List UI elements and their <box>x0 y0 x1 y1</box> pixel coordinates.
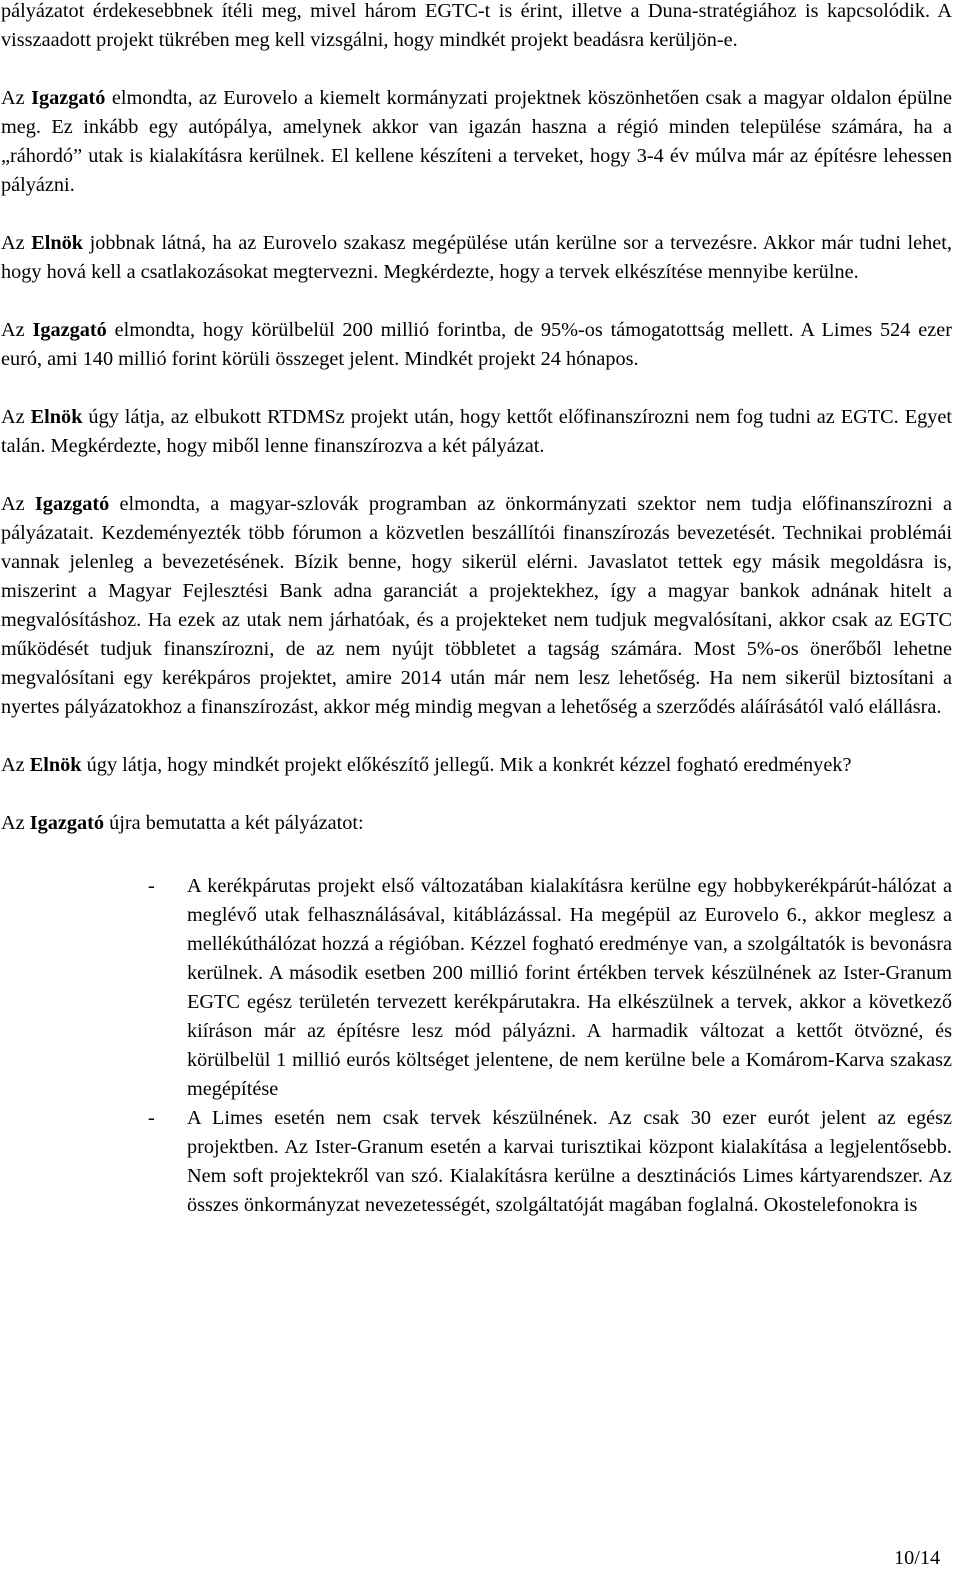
speaker-name: Igazgató <box>29 812 105 834</box>
list-item-text: A Limes esetén nem csak tervek készülnének. Az csak 30 ezer eurót jelent az egész projektben. Az Ister-Granum esetén a karvai turisztikai központ kialakítása a legjelentősebb. Nem soft projektekről van szó. Kialakításra kerülne a desztinációs Limes kártyarendszer. Az összes önkormányzat nevezetességét, szolgáltatóját magában foglalná. Okostelefonokra is <box>187 1107 952 1216</box>
paragraph-text: Az <box>1 493 35 515</box>
list-item <box>1 1104 952 1220</box>
paragraph <box>1 84 952 200</box>
paragraph-text: elmondta, hogy körülbelül 200 millió forintba, de 95%-os támogatottság mellett. A Limes 524 ezer euró, ami 140 millió forint körüli összeget jelent. Mindkét projekt 24 hónapos. <box>1 319 952 370</box>
paragraph-text: Az <box>1 812 30 834</box>
list-item-text: A kerékpárutas projekt első változatában kialakításra kerülne egy hobbykerékpárút-hálózat a meglévő utak felhasználásával, kitáblázással. Ha megépül az Eurovelo 6., akkor meglesz a mellékúthálózat hozzá a régióban. Kézzel fogható eredménye van, a szolgáltatók is bevonásra kerülnek. A második esetben 200 millió forint értékben tervek készülnének az Ister-Granum EGTC egész területén tervezett kerékpárutakra. Ha elkészülnek a tervek, akkor a következő kiíráson már az építésre lesz mód pályázni. A harmadik változat a kettőt ötvözné, és körülbelül 1 millió eurós költséget jelentene, de nem kerülne bele a Komárom-Karva szakasz megépítése <box>187 875 952 1100</box>
paragraph-text: Az <box>1 87 32 109</box>
paragraph-text: Az <box>1 406 31 428</box>
paragraph-text: úgy látja, az elbukott RTDMSz projekt után, hogy kettőt előfinanszírozni nem fog tudni az EGTC. Egyet talán. Megkérdezte, hogy miből lenne finanszírozva a két pályázat. <box>1 406 953 457</box>
bullet-list <box>1 872 952 1220</box>
speaker-name: Elnök <box>29 754 82 776</box>
paragraph-text: pályázatot érdekesebbnek ítéli meg, mivel három EGTC-t is érint, illetve a Duna-stratégiához is kapcsolódik. A visszaadott projekt tükrében meg kell vizsgálni, hogy mindkét projekt beadásra kerüljön-e. <box>1 0 952 51</box>
speaker-name: Elnök <box>30 406 83 428</box>
speaker-name: Elnök <box>31 232 84 254</box>
paragraph-text: elmondta, az Eurovelo a kiemelt kormányzati projektnek köszönhetően csak a magyar oldalon épülne meg. Ez inkább egy autópálya, amelynek akkor van igazán haszna a régió minden települése számára, ha a „ráhordó” utak is kialakításra kerülnek. El kellene készíteni a terveket, hogy 3-4 év múlva már az építésre lehessen pályázni. <box>1 87 952 196</box>
page-number: 10/14 <box>894 1547 941 1569</box>
paragraph <box>1 490 952 722</box>
list-bullet: - <box>148 1107 155 1129</box>
speaker-name: Igazgató <box>31 87 106 109</box>
paragraph <box>1 809 952 838</box>
paragraph-text: jobbnak látná, ha az Eurovelo szakasz megépülése után kerülne sor a tervezésre. Akkor már tudni lehet, hogy hová kell a csatlakozásokat megtervezni. Megkérdezte, hogy a tervek elkészítése mennyibe kerülne. <box>1 232 952 283</box>
paragraph-text: Az <box>1 232 32 254</box>
paragraph-text: úgy látja, hogy mindkét projekt előkészítő jellegű. Mik a konkrét kézzel fogható eredmények? <box>81 754 852 776</box>
list-bullet: - <box>148 875 155 897</box>
paragraphs <box>1 0 952 838</box>
list-item <box>1 872 952 1104</box>
paragraph <box>1 229 952 287</box>
paragraph-text: elmondta, a magyar-szlovák programban az önkormányzati szektor nem tudja előfinanszírozni a pályázatait. Kezdeményezték több fórumon a közvetlen beszállítói finanszírozás bevezetését. Technikai problémái vannak jelenleg a bevezetésének. Bízik benne, hogy sikerül elérni. Javaslatot tettek egy másik megoldásra is, miszerint a Magyar Fejlesztési Bank adna garanciát a projektekhez, így a magyar bankok adnának hitelt a megvalósításhoz. Ha ezek az utak nem járhatóak, és a projekteket nem tudjuk megvalósítani, akkor csak az EGTC működését tudjuk finanszírozni, de az nem nyújt többletet a tagság számára. Most 5%-os önerőből lehetne megvalósítani egy kerékpáros projektet, amire 2014 után már nem lesz lehetőség. Ha nem sikerül biztosítani a nyertes pályázatokhoz a finanszírozást, akkor még mindig megvan a lehetőség a szerződés aláírásától való elállásra. <box>1 493 953 718</box>
paragraph <box>1 0 952 55</box>
paragraph-text: újra bemutatta a két pályázatot: <box>104 812 364 834</box>
paragraph <box>1 403 952 461</box>
document-body <box>1 0 952 1220</box>
paragraph <box>1 751 952 780</box>
paragraph-text: Az <box>1 319 33 341</box>
paragraph <box>1 316 952 374</box>
paragraph-text: Az <box>1 754 30 776</box>
speaker-name: Igazgató <box>34 493 110 515</box>
speaker-name: Igazgató <box>32 319 107 341</box>
